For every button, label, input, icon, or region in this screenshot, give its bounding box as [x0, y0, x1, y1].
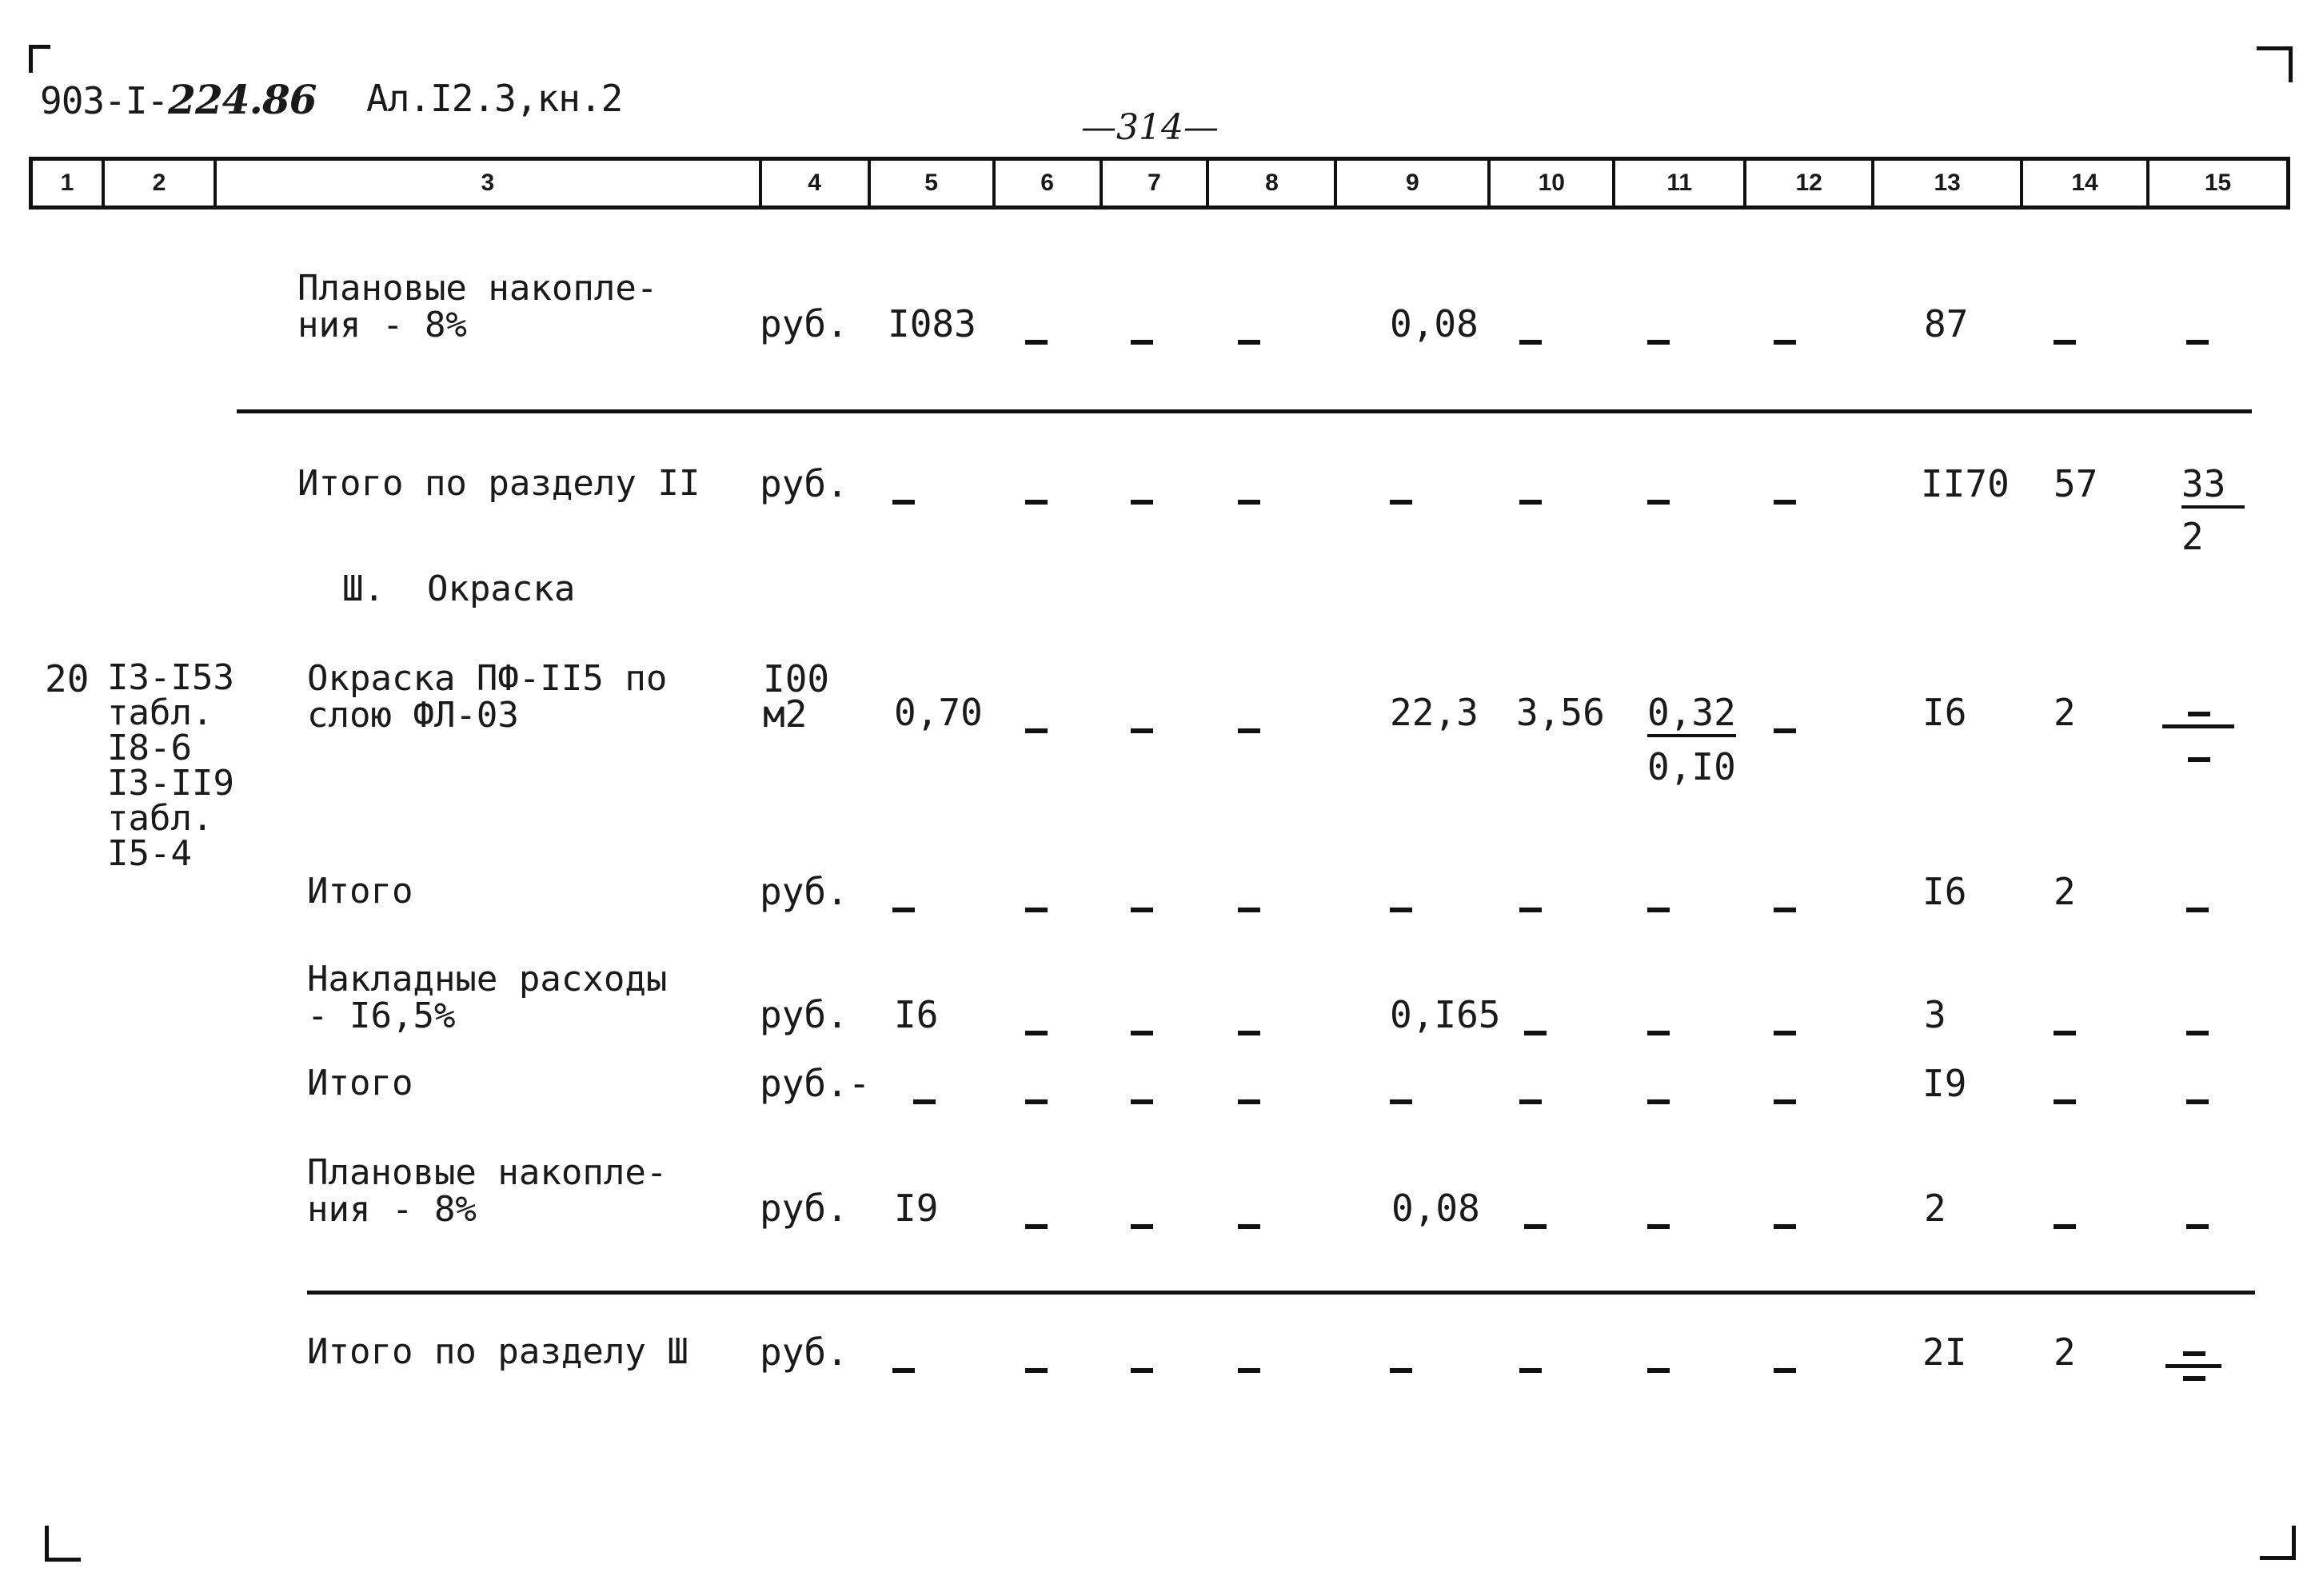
cell-col13: I9 — [1922, 1062, 1967, 1105]
row-description: Плановые накопле- ния - 8% — [307, 1152, 668, 1230]
album-reference: Ал.I2.3,кн.2 — [366, 77, 623, 120]
dash-mark — [1025, 891, 1048, 926]
corner-mark-bottom-right — [2260, 1526, 2296, 1560]
dash-mark — [1519, 323, 1542, 358]
dash-mark — [2186, 1083, 2209, 1118]
column-header: 2 — [105, 161, 217, 205]
dash-mark — [1131, 1014, 1153, 1049]
cell-col5: I9 — [894, 1187, 939, 1230]
row-description: Итого — [307, 1063, 413, 1103]
dash-mark — [892, 483, 915, 518]
dash-mark — [2054, 1083, 2076, 1118]
column-header-row — [29, 157, 2290, 209]
corner-mark-bottom-left — [45, 1526, 81, 1562]
cell-col15-top: 33 — [2181, 465, 2245, 509]
row-number: 20 — [45, 657, 90, 700]
dash-mark — [2186, 1014, 2209, 1049]
dash-mark — [892, 891, 915, 926]
dash-mark — [1131, 712, 1153, 747]
document-code-handwritten: 224.86 — [168, 76, 317, 123]
dash-mark — [1025, 483, 1048, 518]
row-unit: руб. — [760, 462, 848, 505]
dash-mark — [913, 1083, 936, 1118]
dash-mark — [1647, 483, 1670, 518]
cell-col5: 0,70 — [894, 691, 983, 734]
dash-mark — [1131, 1207, 1153, 1243]
row-unit: руб. — [760, 993, 848, 1036]
section-rule — [237, 409, 2252, 413]
cell-col9: 0,I65 — [1390, 993, 1501, 1036]
cell-col15-fraction — [2165, 1351, 2221, 1381]
dash-mark — [1524, 1014, 1547, 1049]
cell-col10: 3,56 — [1516, 691, 1605, 734]
column-header: 4 — [762, 161, 871, 205]
dash-mark — [2186, 1207, 2209, 1243]
row-description: Окраска ПФ-II5 по слою ФЛ-03 — [307, 658, 668, 736]
dash-mark — [1131, 891, 1153, 926]
dash-mark — [1519, 1351, 1542, 1387]
dash-mark — [1238, 323, 1260, 358]
column-header: 1 — [33, 161, 105, 205]
row-description: Плановые накопле- ния - 8% — [297, 268, 658, 345]
row-reference: I3-I53 табл. I8-6 I3-II9 табл. I5-4 — [107, 657, 234, 874]
dash-mark — [2186, 323, 2209, 358]
cell-col14: 57 — [2054, 462, 2098, 505]
document-code-printed: 903-I- — [40, 79, 169, 122]
cell-col13: 3 — [1924, 993, 1946, 1036]
row-unit: руб.- — [760, 1062, 871, 1105]
dash-mark — [1647, 1351, 1670, 1387]
dash-mark — [1774, 483, 1796, 518]
row-unit-bottom: м2 — [763, 692, 808, 736]
dash-mark — [1774, 1083, 1796, 1118]
dash-mark — [2054, 323, 2076, 358]
dash-mark — [1774, 1014, 1796, 1049]
dash-mark — [1774, 712, 1796, 747]
column-header: 3 — [217, 161, 762, 205]
cell-col13: 87 — [1924, 302, 1969, 345]
cell-col9: 0,08 — [1391, 1187, 1480, 1230]
cell-col11-bottom: 0,I0 — [1647, 745, 1736, 788]
cell-col9: 22,3 — [1390, 691, 1479, 734]
dash-mark — [1025, 1014, 1048, 1049]
row-unit-top: I00 — [763, 657, 830, 700]
row-description: Накладные расходы - I6,5% — [307, 959, 668, 1036]
dash-mark — [1647, 1083, 1670, 1118]
dash-mark — [2054, 1014, 2076, 1049]
dash-mark — [2054, 1207, 2076, 1243]
row-unit: руб. — [760, 1331, 848, 1374]
dash-mark — [1025, 1083, 1048, 1118]
dash-mark — [1025, 712, 1048, 747]
row-description: Итого по разделу II — [297, 463, 700, 504]
dash-mark — [1647, 891, 1670, 926]
dash-mark — [1238, 1351, 1260, 1387]
column-header: 10 — [1491, 161, 1615, 205]
row-unit: руб. — [760, 302, 848, 345]
cell-col14: 2 — [2054, 691, 2076, 734]
dash-mark — [1390, 1351, 1412, 1387]
cell-col14: 2 — [2054, 1331, 2076, 1374]
column-header: 13 — [1874, 161, 2023, 205]
dash-mark — [1238, 1207, 1260, 1243]
dash-mark — [1131, 483, 1153, 518]
dash-mark — [1647, 323, 1670, 358]
dash-mark — [1519, 1083, 1542, 1118]
corner-mark-top-left — [29, 45, 50, 73]
dash-mark — [1524, 1207, 1547, 1243]
cell-col13: I6 — [1922, 691, 1967, 734]
dash-mark — [1647, 1207, 1670, 1243]
dash-mark — [1025, 323, 1048, 358]
column-header: 12 — [1746, 161, 1874, 205]
dash-mark — [1238, 712, 1260, 747]
dash-mark — [1131, 323, 1153, 358]
section-rule — [307, 1291, 2255, 1295]
section-heading: Ш. Окраска — [342, 569, 576, 609]
cell-col13: 2 — [1924, 1187, 1946, 1230]
column-header: 9 — [1337, 161, 1491, 205]
dash-mark — [1774, 323, 1796, 358]
cell-col13: I6 — [1922, 870, 1967, 913]
dash-mark — [1647, 1014, 1670, 1049]
dash-mark — [1238, 891, 1260, 926]
dash-mark — [1519, 483, 1542, 518]
dash-mark — [1238, 1083, 1260, 1118]
column-header: 7 — [1103, 161, 1210, 205]
cell-col11-top: 0,32 — [1647, 694, 1736, 737]
cell-col9: 0,08 — [1390, 302, 1479, 345]
dash-mark — [1131, 1351, 1153, 1387]
cell-col5: I083 — [888, 302, 976, 345]
dash-mark — [1519, 891, 1542, 926]
cell-col15-bottom: 2 — [2181, 515, 2204, 558]
cell-col5: I6 — [894, 993, 939, 1036]
cell-col13: II70 — [1921, 462, 2010, 505]
column-header: 5 — [871, 161, 996, 205]
dash-mark — [1774, 1207, 1796, 1243]
dash-mark — [1238, 1014, 1260, 1049]
dash-mark — [2186, 891, 2209, 926]
dash-mark — [1238, 483, 1260, 518]
corner-mark-top-right — [2257, 46, 2293, 82]
column-header: 6 — [996, 161, 1103, 205]
column-header: 8 — [1209, 161, 1337, 205]
row-unit: руб. — [760, 1187, 848, 1230]
dash-mark — [1390, 483, 1412, 518]
dash-mark — [1774, 1351, 1796, 1387]
cell-col14: 2 — [2054, 870, 2076, 913]
cell-col13: 2I — [1922, 1331, 1967, 1374]
column-header: 14 — [2023, 161, 2149, 205]
page-number: —314— — [1081, 107, 1219, 148]
column-header: 11 — [1615, 161, 1746, 205]
row-unit: руб. — [760, 870, 848, 913]
row-description: Итого — [307, 871, 413, 912]
dash-mark — [1025, 1207, 1048, 1243]
document-code — [40, 76, 317, 123]
cell-col15-fraction — [2162, 712, 2234, 762]
dash-mark — [1025, 1351, 1048, 1387]
dash-mark — [1390, 1083, 1412, 1118]
dash-mark — [1390, 891, 1412, 926]
row-description: Итого по разделу Ш — [307, 1331, 689, 1372]
dash-mark — [1774, 891, 1796, 926]
column-header: 15 — [2204, 170, 2232, 196]
dash-mark — [892, 1351, 915, 1387]
dash-mark — [1131, 1083, 1153, 1118]
